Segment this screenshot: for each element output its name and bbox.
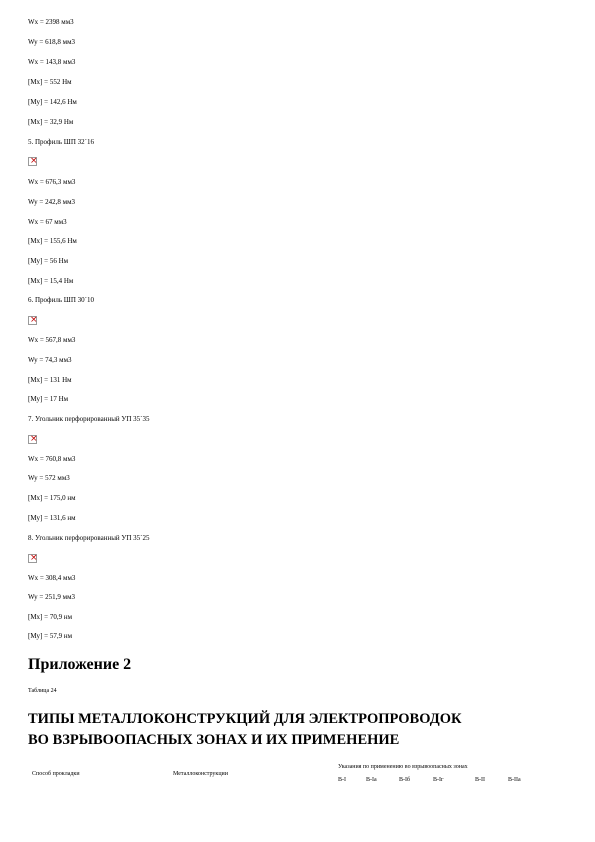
property-line: [My] = 57,9 нм [28,632,73,640]
property-line: Wy = 242,8 мм3 [28,198,75,206]
property-line: Wx = 143,8 мм3 [28,58,76,66]
property-line: Wx = 760,8 мм3 [28,455,76,463]
page-title [28,709,462,751]
column-header-zone-guidance: Указания по применению во взрывоопасных зонах [338,764,468,770]
broken-image-icon [28,435,37,444]
property-line: [My] = 131,6 нм [28,514,76,522]
property-line: [Mx] = 32,9 Нм [28,118,74,126]
property-line: Wx = 567,8 мм3 [28,336,76,344]
section-heading: 8. Угольник перфорированный УП 35´25 [28,534,150,542]
zone-header: В-Iа [366,777,377,783]
title-line-2: ВО ВЗРЫВООПАСНЫХ ЗОНАХ И ИХ ПРИМЕНЕНИЕ [28,732,400,748]
zone-header: В-I [338,777,346,783]
property-line: Wy = 251,9 мм3 [28,593,75,601]
broken-image-icon [28,316,37,325]
property-line: [My] = 17 Нм [28,395,69,403]
property-line: Wy = 572 мм3 [28,474,70,482]
property-line: Wx = 308,4 мм3 [28,574,76,582]
title-line-1: ТИПЫ МЕТАЛЛОКОНСТРУКЦИЙ ДЛЯ ЭЛЕКТРОПРОВОДОК [28,711,462,727]
property-line: [My] = 142,6 Нм [28,98,77,106]
property-line: [My] = 56 Нм [28,257,69,265]
property-line: Wx = 676,3 мм3 [28,178,76,186]
zone-header: В-IIа [508,777,521,783]
property-line: Wx = 67 мм3 [28,218,67,226]
property-line: [Mx] = 552 Нм [28,78,72,86]
property-line: Wy = 618,8 мм3 [28,38,75,46]
property-line: [Mx] = 70,9 нм [28,613,73,621]
broken-image-icon [28,554,37,563]
zone-header: В-II [475,777,485,783]
column-header-method: Способ прокладки [32,771,80,777]
property-line: [Mx] = 175,0 нм [28,494,76,502]
table-caption: Таблица 24 [28,688,57,694]
broken-image-icon [28,157,37,166]
property-line: [Mx] = 155,6 Нм [28,237,77,245]
zone-header: В-Iб [399,777,411,783]
section-heading: 7. Угольник перфорированный УП 35´35 [28,415,150,423]
property-line: Wy = 74,3 мм3 [28,356,72,364]
property-line: Wx = 2398 мм3 [28,18,74,26]
column-header-structures: Металлоконструкции [173,771,228,777]
section-heading: 5. Профиль ШП 32´16 [28,138,94,146]
appendix-heading: Приложение 2 [28,656,132,673]
property-line: [Mx] = 131 Нм [28,376,72,384]
zone-header: В-Iг [433,777,444,783]
section-heading: 6. Профиль ШП 30´10 [28,296,94,304]
property-line: [Mx] = 15,4 Нм [28,277,74,285]
